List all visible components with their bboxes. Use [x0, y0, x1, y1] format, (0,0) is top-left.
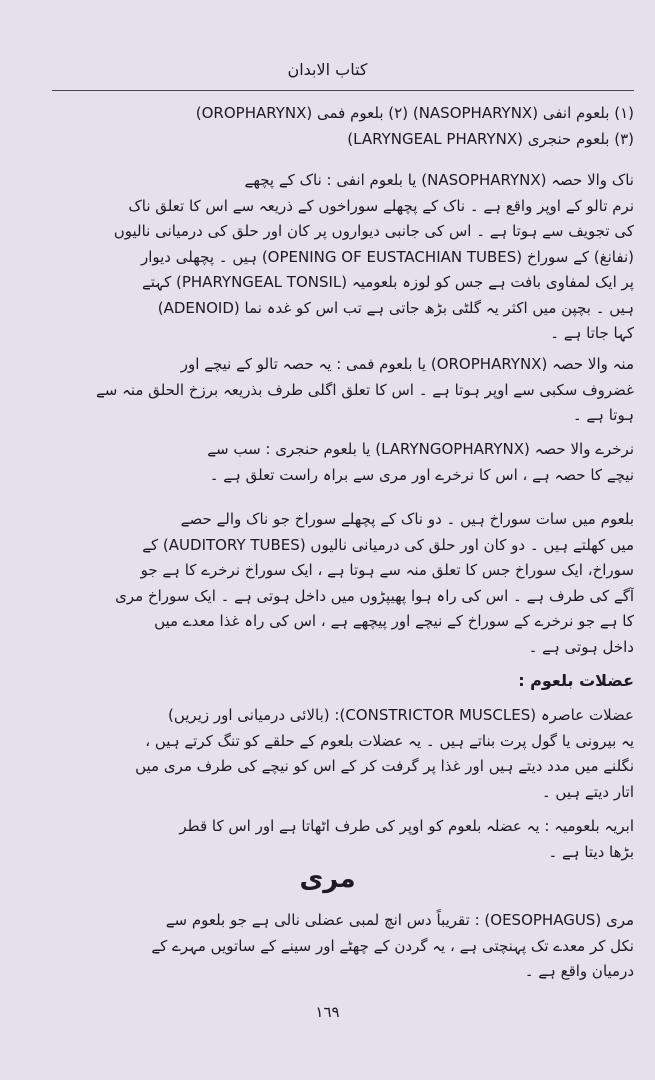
- text-line: نگلنے میں مدد دیتے ہیں اور غذا پر گرفت کر کے اس کو نیچے کی طرف مری میں: [135, 757, 634, 775]
- text-line: اتار دیتے ہیں ۔: [541, 782, 634, 801]
- text-line: کا ہے جو نرخرے کے سوراخ کے نیچے اور پیچھے ہے ، اس کی راہ غذا معدے میں: [154, 612, 634, 630]
- text-line: نیچے کا حصہ ہے ، اس کا نرخرے اور مری سے براہ راست تعلق ہے ۔: [209, 465, 634, 484]
- text-line: بلعوم میں سات سوراخ ہیں ۔ دو ناک کے پچھلے سوراخ جو ناک والے حصے: [180, 510, 634, 528]
- text-line: (نفانغ) کے سوراخ (OPENING OF EUSTACHIAN TUBES) ہیں ۔ پچھلی دیوار: [140, 247, 634, 266]
- constrictor-paragraph: [48, 703, 634, 805]
- text-line: نکل کر معدے تک پہنچتی ہے ، یہ گردن کے چھٹے اور سینے کے ساتویں مہرے کے: [151, 936, 634, 955]
- oesophagus-title: مری: [299, 864, 356, 894]
- text-line: ہیں ۔ بچپن میں اکثر یہ گلٹی بڑھ جاتی ہے تب اس کو غدہ نما (ADENOID): [157, 298, 634, 317]
- text-line: کہا جاتا ہے ۔: [550, 324, 634, 342]
- divisions-line-1: (١) بلعوم انفی (NASOPHARYNX) (٢) بلعوم فمی (OROPHARYNX): [195, 104, 634, 122]
- page-number: ١٦٩: [315, 1003, 340, 1021]
- text-line: عضلات عاصرہ (CONSTRICTOR MUSCLES): (بالائی درمیانی اور زیریں): [167, 706, 634, 724]
- oesophagus-paragraph: [48, 908, 634, 985]
- nasopharynx-paragraph: [48, 168, 634, 347]
- muscles-heading: عضلات بلعوم :: [518, 671, 634, 690]
- text-line: یہ بیرونی یا گول پرت بناتے ہیں ۔ یہ عضلات بلعوم کے حلقے کو تنگ کرتے ہیں ،: [145, 731, 634, 750]
- levator-paragraph: [48, 814, 634, 865]
- laryngopharynx-paragraph: [48, 437, 634, 488]
- pharynx-divisions: [48, 101, 634, 152]
- text-line: ہوتا ہے ۔: [572, 406, 634, 424]
- text-line: پر ایک لمفاوی بافت ہے جس کو لوزہ بلعومیہ (PHARYNGEAL TONSIL) کہتے: [141, 273, 634, 291]
- text-line: آگے کی طرف ہے ۔ اس کی راہ ہوا پھیپڑوں میں داخل ہوتی ہے ۔ ایک سوراخ مری: [115, 586, 634, 605]
- oropharynx-paragraph: [48, 352, 634, 429]
- text-line: نرم تالو کے اوپر واقع ہے ۔ ناک کے پچھلے سوراخوں کے ذریعہ سے اس کا تعلق ناک: [128, 196, 634, 215]
- text-line: ناک والا حصہ (NASOPHARYNX) یا بلعوم انفی : ناک کے پچھے: [244, 171, 634, 189]
- text-line: ابریہ بلعومیہ : یہ عضلہ بلعوم کو اوپر کی طرف اٹھاتا ہے اور اس کا قطر: [179, 817, 634, 835]
- text-line: غضروف سکبی سے اوپر ہوتا ہے ۔ اس کا تعلق اگلی طرف بذریعہ برزخ الحلق منہ سے: [95, 380, 634, 399]
- running-header: كتاب الابدان: [287, 60, 368, 79]
- header-rule: [52, 90, 634, 91]
- text-line: منہ والا حصہ (OROPHARYNX) یا بلعوم فمی : یہ حصہ تالو کے نیچے اور: [180, 355, 634, 373]
- text-line: نرخرے والا حصہ (LARYNGOPHARYNX) یا بلعوم حنجری : سب سے: [207, 440, 634, 458]
- text-line: میں کھلتے ہیں ۔ دو کان اور حلق کی درمیانی نالیوں (AUDITORY TUBES) کے: [142, 535, 634, 554]
- text-line: مری (OESOPHAGUS) : تقریباً دس انچ لمبی عضلی نالی ہے جو بلعوم سے: [165, 911, 634, 929]
- text-line: بڑھا دیتا ہے ۔: [548, 842, 634, 861]
- text-line: سوراخ، ایک سوراخ جس کا تعلق منہ سے ہوتا ہے ، ایک سوراخ نرخرے کا ہے جو: [140, 561, 634, 579]
- pharynx-openings-paragraph: [48, 507, 634, 660]
- divisions-line-2: (٣) بلعوم حنجری (LARYNGEAL PHARYNX): [347, 129, 634, 148]
- text-line: کی تجویف سے ہوتا ہے ۔ اس کی جانبی دیواروں پر کان اور حلق کی درمیانی نالیوں: [113, 222, 634, 240]
- text-line: درمیان واقع ہے ۔: [524, 962, 634, 980]
- text-line: داخل ہوتی ہے ۔: [528, 637, 634, 656]
